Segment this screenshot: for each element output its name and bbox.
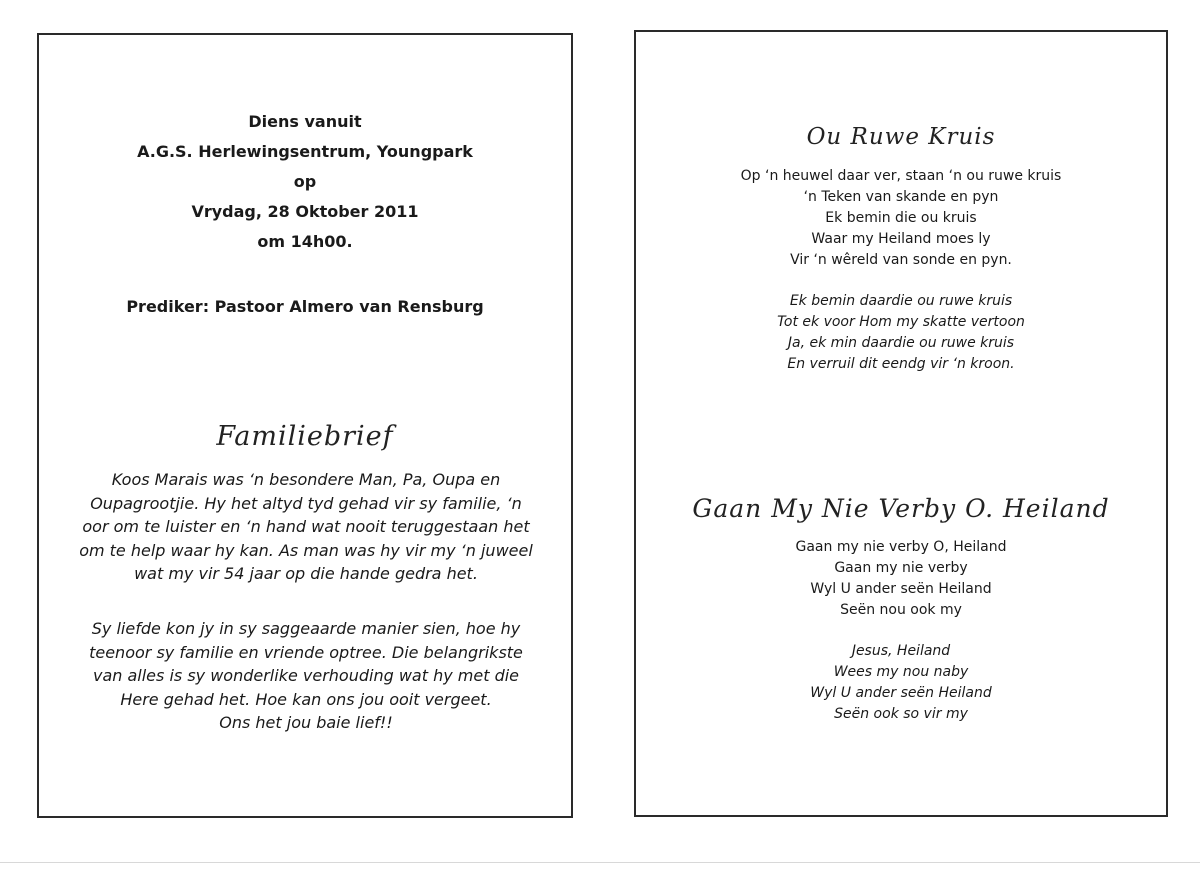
verse-line: Op ‘n heuwel daar ver, staan ‘n ou ruwe kruis bbox=[740, 168, 1062, 184]
verse-line: Gaan my nie verby bbox=[834, 560, 968, 576]
hymn-verse bbox=[636, 166, 1166, 271]
verse-line: Wyl U ander seën Heiland bbox=[810, 685, 992, 701]
verse-line: Ek bemin daardie ou ruwe kruis bbox=[789, 293, 1013, 309]
left-page-panel bbox=[37, 33, 573, 818]
service-line: Diens vanuit bbox=[248, 112, 362, 131]
hymn-chorus bbox=[636, 291, 1166, 375]
verse-line: Tot ek voor Hom my skatte vertoon bbox=[777, 314, 1025, 330]
preacher-line: Prediker: Pastoor Almero van Rensburg bbox=[126, 297, 484, 316]
verse-line: Gaan my nie verby O, Heiland bbox=[795, 539, 1007, 555]
verse-line: Seën nou ook my bbox=[840, 602, 962, 618]
letter-line: wat my vir 54 jaar op die hande gedra het. bbox=[134, 564, 478, 583]
verse-line: Waar my Heiland moes ly bbox=[811, 231, 991, 247]
letter-line: oor om te luister en ‘n hand wat nooit teruggestaan het bbox=[82, 517, 530, 536]
letter-line: Here gehad het. Hoe kan ons jou ooit vergeet. bbox=[120, 689, 492, 709]
verse-line: Vir ‘n wêreld van sonde en pyn. bbox=[790, 252, 1012, 268]
hymn-chorus bbox=[636, 641, 1166, 725]
service-line: A.G.S. Herlewingsentrum, Youngpark bbox=[137, 142, 473, 161]
letter-line: teenoor sy familie en vriende optree. Die belangrikste bbox=[89, 642, 523, 662]
verse-line: En verruil dit eendg vir ‘n kroon. bbox=[787, 356, 1015, 372]
verse-line: Jesus, Heiland bbox=[851, 643, 951, 659]
hymn-verse bbox=[636, 537, 1166, 621]
service-line: op bbox=[293, 172, 317, 191]
verse-line: Seën ook so vir my bbox=[834, 706, 968, 722]
letter-line: Ons het jou baie lief!! bbox=[219, 713, 393, 732]
service-line: om 14h00. bbox=[257, 232, 353, 251]
hymn-title: Gaan My Nie Verby O. Heiland bbox=[692, 494, 1110, 523]
verse-line: Ek bemin die ou kruis bbox=[825, 210, 977, 226]
hymn-title: Ou Ruwe Kruis bbox=[806, 124, 996, 150]
verse-line: Wyl U ander seën Heiland bbox=[810, 581, 992, 597]
verse-line: Ja, ek min daardie ou ruwe kruis bbox=[787, 335, 1015, 351]
service-line: Vrydag, 28 Oktober 2011 bbox=[191, 202, 419, 221]
verse-line: ‘n Teken van skande en pyn bbox=[803, 189, 999, 205]
family-letter-paragraph bbox=[69, 468, 543, 586]
service-details bbox=[39, 107, 571, 257]
scan-edge-line bbox=[0, 862, 1200, 863]
right-page-panel bbox=[634, 30, 1168, 817]
letter-line: om te help waar hy kan. As man was hy vir my ‘n juweel bbox=[79, 540, 533, 560]
letter-line: Oupagrootjie. Hy het altyd tyd gehad vir sy familie, ‘n bbox=[90, 493, 522, 513]
letter-line: van alles is sy wonderlike verhouding wat hy met die bbox=[92, 666, 520, 685]
family-letter-heading: Familiebrief bbox=[216, 421, 394, 452]
verse-line: Wees my nou naby bbox=[833, 664, 969, 680]
family-letter-paragraph bbox=[69, 617, 543, 735]
letter-line: Koos Marais was ‘n besondere Man, Pa, Oupa en bbox=[111, 470, 501, 489]
letter-line: Sy liefde kon jy in sy saggeaarde manier sien, hoe hy bbox=[91, 619, 521, 638]
